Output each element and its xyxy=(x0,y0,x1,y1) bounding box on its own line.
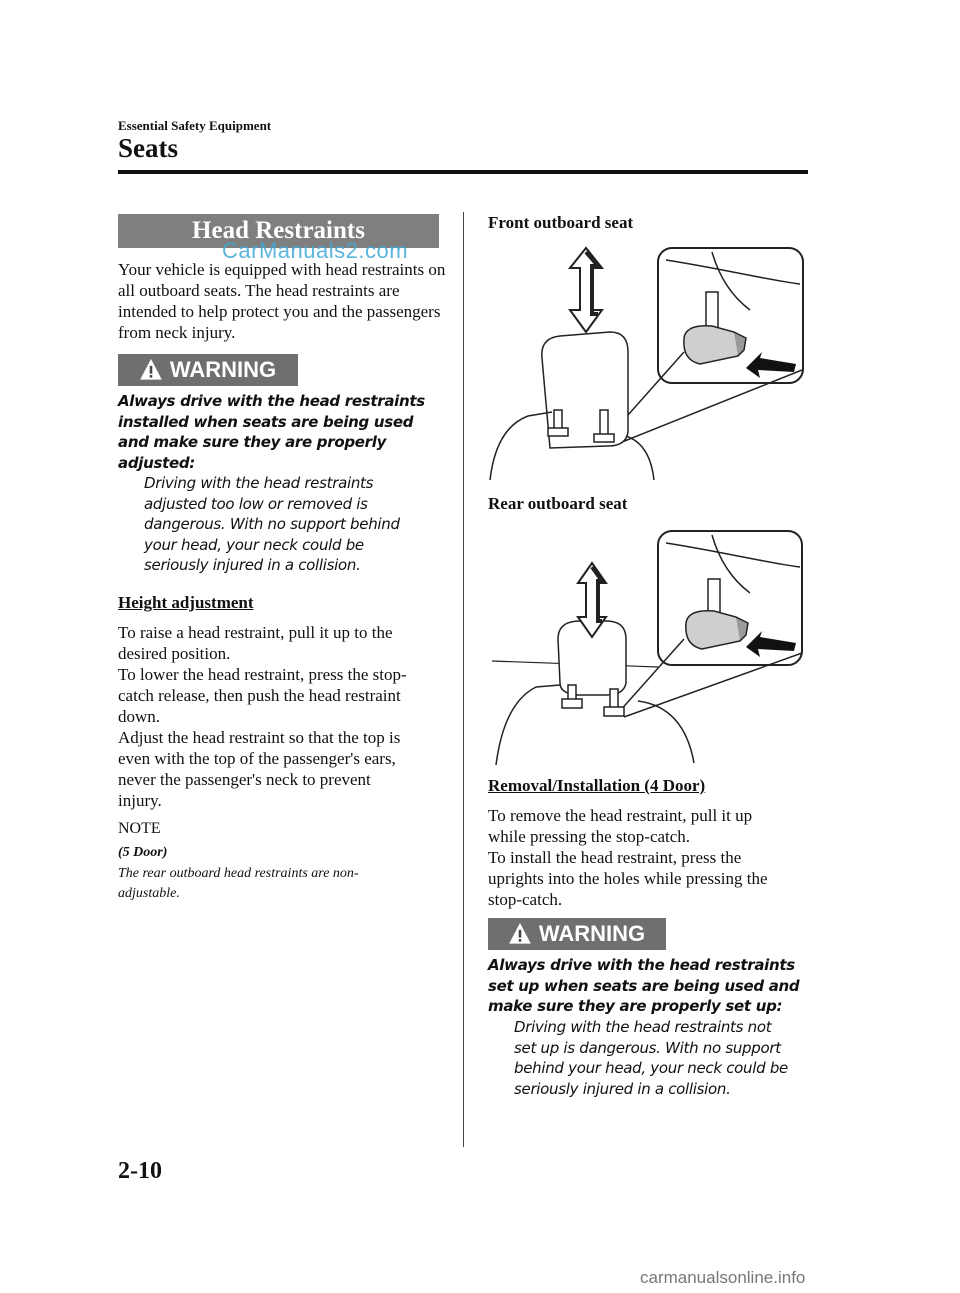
note-subheading: (5 Door) xyxy=(118,845,168,860)
text-line: stop-catch. xyxy=(488,890,563,909)
page-title: Seats xyxy=(118,133,178,163)
text-line: To install the head restraint, press the xyxy=(488,848,742,867)
front-head-restraint-illustration xyxy=(488,240,808,485)
warning-detail-line: your head, your neck could be xyxy=(144,535,364,554)
note-line: The rear outboard head restraints are non- xyxy=(118,866,359,881)
warning-line: Always drive with the head restraints xyxy=(488,956,795,974)
text-line: Adjust the head restraint so that the top is xyxy=(118,728,401,747)
text-line: injury. xyxy=(118,791,162,810)
warning-detail-line: seriously injured in a collision. xyxy=(514,1079,731,1098)
warning-detail-line: adjusted too low or removed is xyxy=(144,494,368,513)
warning-line: installed when seats are being used xyxy=(118,412,414,431)
watermark: CarManuals2.com xyxy=(222,238,409,263)
text-line: even with the top of the passenger's ears, xyxy=(118,749,396,768)
warning-text xyxy=(488,955,810,1017)
intro-paragraph: Your vehicle is equipped with head restraints on all outboard seats. The head restraints are intended to help protect you and the passengers from neck injury. xyxy=(118,260,446,342)
warning-detail-line: behind your head, your neck could be xyxy=(514,1059,788,1077)
text-line: never the passenger's neck to prevent xyxy=(118,770,371,789)
header-rule xyxy=(118,170,808,174)
warning-line: Always drive with the head restraints xyxy=(118,392,425,410)
warning-detail xyxy=(144,473,458,576)
warning-line: adjusted: xyxy=(118,453,195,472)
text-line: To remove the head restraint, pull it up xyxy=(488,806,753,825)
warning-line: make sure they are properly set up: xyxy=(488,997,783,1015)
text-line: desired position. xyxy=(118,644,231,663)
text-line: while pressing the stop-catch. xyxy=(488,827,691,846)
figure-caption-front: Front outboard seat xyxy=(488,213,634,232)
section-label: Essential Safety Equipment xyxy=(118,118,272,133)
warning-detail-line: Driving with the head restraints xyxy=(144,474,374,492)
warning-detail-line: Driving with the head restraints not xyxy=(514,1018,772,1036)
warning-detail-line: dangerous. With no support behind xyxy=(144,515,400,533)
warning-triangle-icon xyxy=(140,359,162,381)
warning-line: set up when seats are being used and xyxy=(488,976,800,995)
text-line: uprights into the holes while pressing the xyxy=(488,869,768,888)
removal-installation-text xyxy=(488,805,810,910)
warning-label: WARNING xyxy=(169,357,277,382)
warning-line: and make sure they are properly xyxy=(118,433,387,451)
column-divider xyxy=(463,212,464,1147)
footer-url[interactable]: carmanualsonline.info xyxy=(640,1268,806,1287)
rear-head-restraint-illustration xyxy=(488,527,808,767)
note-text xyxy=(118,864,448,904)
section-heading-bar: Head Restraints xyxy=(118,214,439,248)
figure-caption-rear: Rear outboard seat xyxy=(488,494,628,513)
warning-detail-line: seriously injured in a collision. xyxy=(144,556,361,574)
text-line: To lower the head restraint, press the stop- xyxy=(118,665,407,684)
warning-detail-line: set up is dangerous. With no support xyxy=(514,1038,781,1057)
note-label: NOTE xyxy=(118,820,161,837)
warning-badge xyxy=(488,918,666,950)
warning-text xyxy=(118,391,458,473)
height-adjustment-heading: Height adjustment xyxy=(118,593,254,612)
text-line: down. xyxy=(118,707,161,726)
height-adjustment-text xyxy=(118,622,448,811)
warning-triangle-icon xyxy=(509,923,531,945)
text-line: To raise a head restraint, pull it up to the xyxy=(118,623,393,642)
note-line: adjustable. xyxy=(118,886,180,901)
page-number: 2-10 xyxy=(118,1158,162,1184)
warning-detail xyxy=(514,1017,810,1099)
text-line: catch release, then push the head restraint xyxy=(118,686,401,705)
warning-label: WARNING xyxy=(538,921,646,946)
removal-installation-heading: Removal/Installation (4 Door) xyxy=(488,776,706,795)
warning-badge xyxy=(118,354,298,386)
